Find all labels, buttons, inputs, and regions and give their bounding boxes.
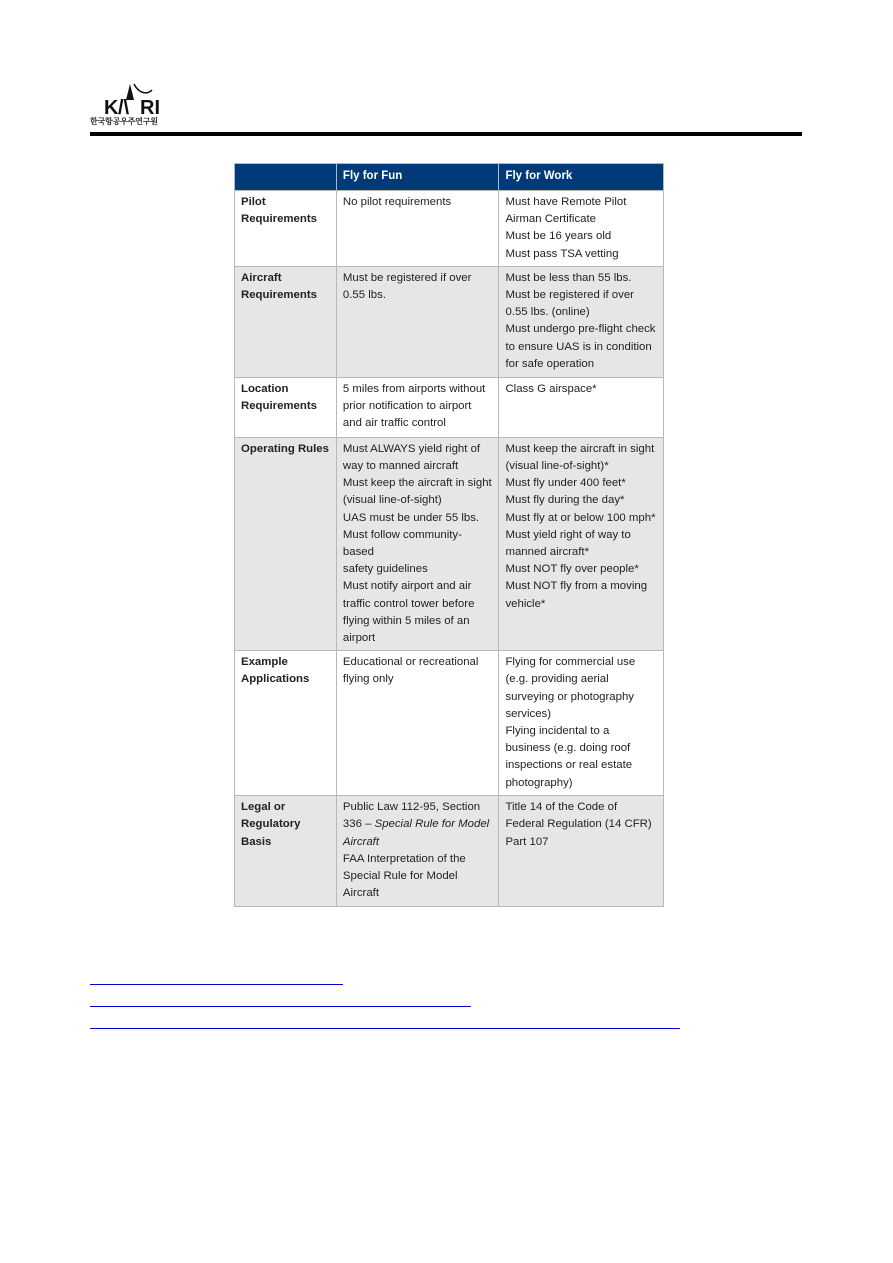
cell-line: 0.55 lbs. (342, 289, 386, 302)
table-row (235, 437, 664, 650)
cell-line: inspections or real estate (505, 759, 633, 772)
cell-line: UAS must be under 55 lbs. (342, 511, 480, 524)
cell-line: Must fly under 400 feet* (505, 477, 626, 490)
cell-line: Aircraft (342, 887, 379, 900)
cell-line: vehicle* (505, 597, 546, 610)
cell-line: FAA Interpretation of the (342, 852, 466, 865)
cell-line: business (e.g. doing roof (505, 742, 631, 755)
cell-line: Must NOT fly from a moving (505, 580, 648, 593)
cell-line: flying within 5 miles of an (342, 614, 470, 627)
header-fly-for-work: Fly for Work (499, 164, 664, 191)
cell-line: flying only (342, 673, 394, 686)
cell-line: Must follow community-based (342, 528, 462, 559)
cell-line: Federal Regulation (14 CFR) (505, 818, 652, 831)
row-label-example-applications (235, 651, 337, 796)
cell-line: No pilot requirements (342, 196, 452, 208)
footnote-link-underline-2[interactable] (90, 1006, 471, 1007)
cell-line: Part 107 (505, 835, 549, 848)
cell-text-italic: Special Rule for Model (374, 818, 490, 831)
cell-fun (336, 191, 499, 267)
cell-line: Must pass TSA vetting (505, 247, 619, 260)
label-line: Applications (241, 673, 310, 686)
cell-line: Must ALWAYS yield right of (342, 442, 481, 455)
cell-text-plain: 336 – (342, 818, 375, 831)
cell-line: prior notification to airport (342, 400, 472, 413)
cell-line: (visual line-of-sight)* (505, 460, 609, 473)
label-line: Regulatory (241, 818, 301, 831)
cell-line: Must be registered if over (342, 271, 472, 284)
cell-fun (336, 796, 499, 907)
cell-fun (336, 437, 499, 650)
cell-line: photography) (505, 776, 573, 789)
cell-work (499, 266, 664, 377)
label-line: Operating Rules (241, 442, 329, 455)
cell-line: Must be 16 years old (505, 230, 612, 243)
logo-k: K (104, 97, 119, 116)
row-label-aircraft (235, 266, 337, 377)
cell-line: Must have Remote Pilot (505, 196, 627, 208)
row-label-pilot (235, 191, 337, 267)
cell-line: Public Law 112-95, Section (342, 801, 481, 814)
cell-line: Class G airspace* (505, 382, 597, 395)
table-row (235, 266, 664, 377)
cell-work (499, 437, 664, 650)
cell-line: 5 miles from airports without (342, 382, 486, 395)
uas-rules-table (234, 163, 664, 907)
cell-line: airport (342, 632, 376, 645)
cell-line: Title 14 of the Code of (505, 801, 618, 814)
logo-korean-text: 한국항공우주연구원 (90, 117, 158, 126)
cell-line: Must keep the aircraft in sight (342, 477, 492, 490)
label-line: Requirements (241, 400, 317, 413)
label-line: Pilot (241, 196, 266, 208)
label-line: Requirements (241, 213, 317, 226)
cell-line: (visual line-of-sight) (342, 494, 442, 507)
kari-logo-mark (90, 82, 180, 116)
cell-line: safety guidelines (342, 563, 428, 576)
label-line: Basis (241, 835, 272, 848)
cell-line: Must fly during the day* (505, 494, 625, 507)
cell-work (499, 191, 664, 267)
table-row (235, 796, 664, 907)
footnote-link-underline-1[interactable] (90, 984, 343, 985)
label-line: Location (241, 382, 289, 395)
cell-fun (336, 266, 499, 377)
cell-line: and air traffic control (342, 417, 446, 430)
cell-fun (336, 377, 499, 437)
cell-line: Must fly at or below 100 mph* (505, 511, 656, 524)
cell-line: Must notify airport and air (342, 580, 472, 593)
cell-line: Must NOT fly over people* (505, 563, 639, 576)
cell-line: Flying incidental to a (505, 725, 610, 738)
header-fly-for-fun: Fly for Fun (336, 164, 499, 191)
cell-line: Special Rule for Model (342, 870, 458, 883)
cell-work (499, 651, 664, 796)
cell-line: Educational or recreational (342, 656, 479, 669)
cell-work (499, 377, 664, 437)
cell-line: for safe operation (505, 357, 595, 370)
cell-line (343, 816, 493, 833)
row-label-legal-basis (235, 796, 337, 907)
cell-line: Flying for commercial use (505, 656, 636, 669)
header-rule (90, 132, 802, 136)
cell-line: Must yield right of way to (505, 528, 631, 541)
table-row (235, 651, 664, 796)
cell-fun (336, 651, 499, 796)
label-line: Example (241, 656, 288, 669)
logo-ri: RI (140, 97, 160, 116)
cell-line: Aircraft (342, 835, 379, 848)
label-line: Legal or (241, 801, 286, 814)
cell-line: way to manned aircraft (342, 460, 459, 473)
row-label-operating-rules (235, 437, 337, 650)
logo-slash-a: /\ (118, 97, 130, 116)
cell-line: (e.g. providing aerial (505, 673, 609, 686)
row-label-location (235, 377, 337, 437)
kari-logo (90, 82, 180, 128)
table-header-row (235, 164, 664, 191)
header-empty-cell (235, 164, 337, 191)
cell-line: traffic control tower before (342, 597, 475, 610)
cell-line: Must be registered if over (505, 289, 634, 302)
cell-line: manned aircraft* (505, 546, 590, 559)
cell-line: Airman Certificate (505, 213, 596, 226)
table-row (235, 377, 664, 437)
cell-line: Must keep the aircraft in sight (505, 442, 655, 455)
label-line: Requirements (241, 289, 317, 302)
cell-line: 0.55 lbs. (online) (505, 306, 590, 319)
cell-line: services) (505, 707, 552, 720)
cell-work (499, 796, 664, 907)
cell-line: to ensure UAS is in condition (505, 340, 652, 353)
footnote-link-underline-3[interactable] (90, 1028, 680, 1029)
label-line: Aircraft (241, 271, 282, 284)
table-row (235, 191, 664, 267)
cell-line: Must undergo pre-flight check (505, 323, 656, 336)
cell-line: surveying or photography (505, 690, 634, 703)
cell-line: Must be less than 55 lbs. (505, 271, 632, 284)
